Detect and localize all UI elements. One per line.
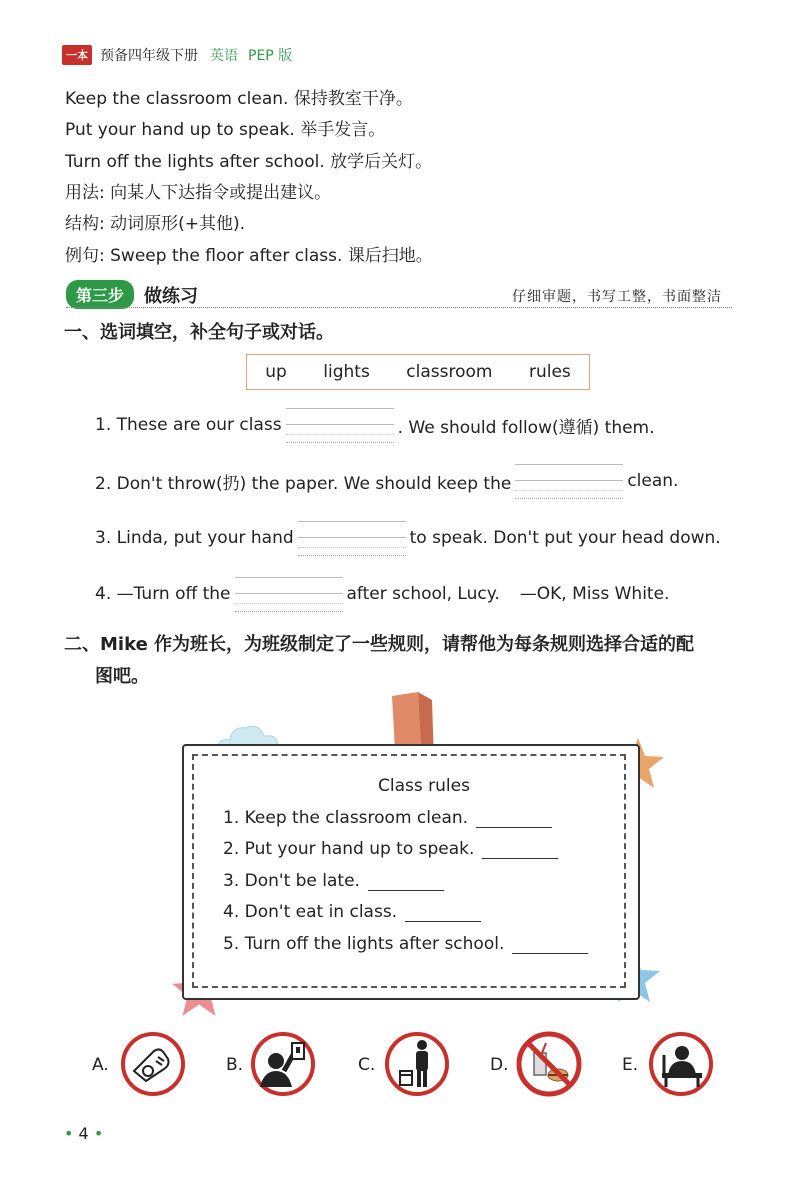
answer-blank-3[interactable]	[298, 517, 406, 559]
page-header	[62, 44, 292, 66]
option-label-c: C.	[358, 1055, 376, 1075]
question-1: 1. These are our class . We should follow(遵循) them.	[95, 404, 655, 446]
brand-logo: 一本	[62, 45, 92, 65]
student-desk-icon[interactable]	[648, 1031, 714, 1097]
step-badge: 第三步	[66, 280, 134, 309]
option-label-d: D.	[490, 1055, 509, 1075]
word-bank-item: rules	[528, 362, 571, 382]
edition-label: PEP 版	[248, 48, 293, 64]
answer-blank-2[interactable]	[515, 460, 623, 502]
rule-answer-blank[interactable]	[512, 935, 588, 954]
section2-heading: 二、Mike 作为班长，为班级制定了一些规则，请帮他为每条规则选择合适的配	[64, 634, 695, 655]
intro-line: Turn off the lights after school. 放学后关灯。	[65, 152, 433, 172]
watch-hand-icon[interactable]	[120, 1031, 186, 1097]
rule-item: 5. Turn off the lights after school.	[223, 934, 588, 954]
answer-blank-4[interactable]	[235, 573, 343, 615]
question-4: 4. —Turn off the after school, Lucy. —OK, Miss White.	[95, 573, 669, 615]
step-motto: 仔细审题，书写工整，书面整洁	[512, 289, 722, 305]
option-label-a: A.	[92, 1055, 109, 1075]
section2-heading-cont: 图吧。	[95, 666, 149, 687]
rule-item: 2. Put your hand up to speak.	[223, 839, 558, 859]
intro-line: Put your hand up to speak. 举手发言。	[65, 120, 386, 140]
section1-heading: 一、选词填空，补全句子或对话。	[64, 322, 334, 343]
no-eating-icon[interactable]	[516, 1031, 582, 1097]
option-label-e: E.	[622, 1055, 639, 1075]
rule-answer-blank[interactable]	[405, 903, 481, 922]
rule-item: 3. Don't be late.	[223, 871, 444, 891]
usage-line: 用法: 向某人下达指令或提出建议。	[65, 183, 332, 203]
trash-bin-icon[interactable]	[384, 1031, 450, 1097]
step-title: 做练习	[144, 285, 199, 307]
question-2: 2. Don't throw(扔) the paper. We should keep the clean.	[95, 460, 678, 502]
option-label-b: B.	[226, 1055, 244, 1075]
book-title: 预备四年级下册	[100, 48, 198, 64]
word-bank	[246, 354, 590, 390]
rule-item: 4. Don't eat in class.	[223, 902, 481, 922]
rule-answer-blank[interactable]	[368, 872, 444, 891]
word-bank-item: up	[265, 362, 287, 382]
class-rules-title: Class rules	[378, 776, 470, 796]
page-number: • 4 •	[64, 1124, 104, 1143]
divider	[66, 307, 732, 308]
subject-label: 英语	[210, 48, 238, 64]
structure-line: 结构: 动词原形(+其他).	[65, 214, 246, 234]
rule-answer-blank[interactable]	[476, 809, 552, 828]
intro-line: Keep the classroom clean. 保持教室干净。	[65, 89, 413, 109]
rule-answer-blank[interactable]	[482, 840, 558, 859]
rule-item: 1. Keep the classroom clean.	[223, 808, 552, 828]
word-bank-item: lights	[323, 362, 370, 382]
light-switch-icon[interactable]	[250, 1031, 316, 1097]
word-bank-item: classroom	[406, 362, 493, 382]
step-banner	[66, 280, 198, 309]
answer-blank-1[interactable]	[286, 404, 394, 446]
question-3: 3. Linda, put your hand to speak. Don't put your head down.	[95, 517, 721, 559]
example-line: 例句: Sweep the floor after class. 课后扫地。	[65, 246, 433, 266]
